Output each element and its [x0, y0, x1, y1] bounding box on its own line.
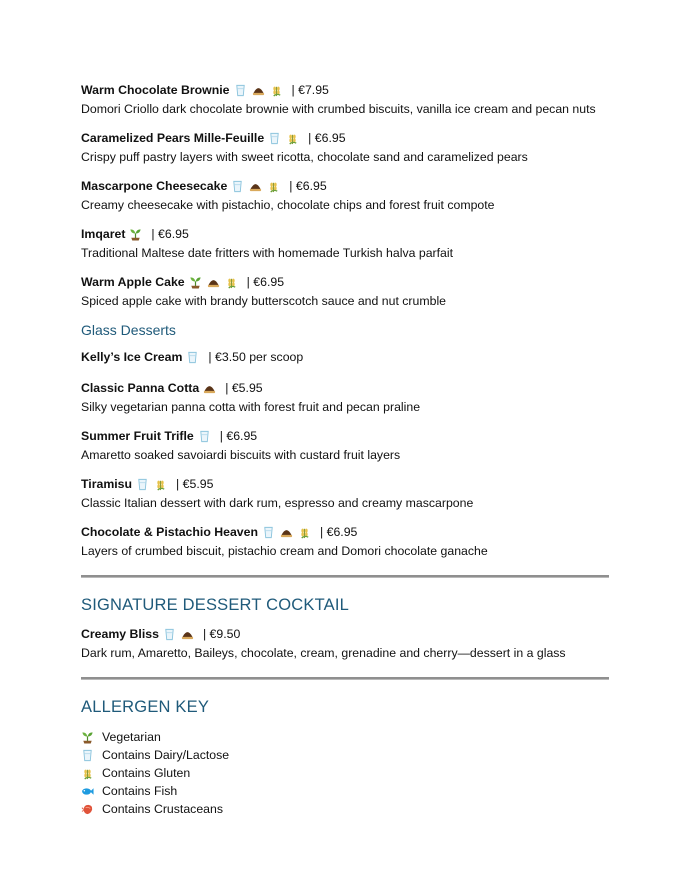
menu-item-name: Kelly’s Ice Cream — [81, 350, 183, 364]
chocolate-icon — [252, 84, 265, 97]
dairy-icon — [231, 180, 244, 193]
allergen-key-row — [81, 764, 609, 782]
allergen-key-label: Contains Dairy/Lactose — [102, 748, 230, 762]
menu-item-description: Classic Italian dessert with dark rum, espresso and creamy mascarpone — [81, 496, 474, 510]
glass-desserts-list — [81, 349, 609, 560]
allergen-key-list — [81, 728, 609, 818]
dairy-icon — [163, 628, 176, 641]
allergen-icons — [231, 180, 285, 197]
menu-item — [81, 226, 609, 262]
allergen-key-label: Vegetarian — [102, 730, 161, 744]
allergen-icons — [136, 478, 172, 495]
allergen-icons — [189, 276, 243, 293]
allergen-icons — [186, 351, 204, 368]
dessert-menu-page — [81, 82, 609, 818]
menu-item-description: Silky vegetarian panna cotta with forest fruit and pecan praline — [81, 400, 421, 414]
vegetarian-icon — [189, 276, 202, 289]
section-divider — [81, 575, 609, 578]
allergen-icons — [129, 228, 147, 245]
menu-item — [81, 178, 609, 214]
menu-item-price: | €6.95 — [246, 275, 285, 289]
allergen-key-row — [81, 728, 609, 746]
menu-item-title-line — [81, 524, 609, 543]
allergen-icons — [203, 382, 221, 399]
chocolate-icon — [181, 628, 194, 641]
chocolate-icon — [203, 382, 216, 395]
allergen-key-label: Contains Gluten — [102, 766, 191, 780]
menu-item-name: Warm Chocolate Brownie — [81, 83, 230, 97]
menu-item — [81, 380, 609, 416]
gluten-icon — [267, 180, 280, 193]
dairy-icon — [262, 526, 275, 539]
allergen-icons — [262, 526, 316, 543]
cocktail-list — [81, 626, 609, 662]
desserts-list — [81, 82, 609, 310]
menu-item-description: Amaretto soaked savoiardi biscuits with custard fruit layers — [81, 448, 401, 462]
menu-item — [81, 349, 609, 368]
menu-item-name: Summer Fruit Trifle — [81, 429, 194, 443]
dairy-icon — [198, 430, 211, 443]
dairy-icon — [81, 749, 94, 762]
menu-item-title-line — [81, 82, 609, 101]
menu-item-price: | €5.95 — [225, 381, 263, 395]
menu-item-description: Traditional Maltese date fritters with homemade Turkish halva parfait — [81, 246, 454, 260]
allergen-key-title: ALLERGEN KEY — [81, 698, 210, 716]
allergen-icons — [198, 430, 216, 447]
allergen-key-row — [81, 746, 609, 764]
menu-item-price: | €5.95 — [176, 477, 214, 491]
menu-item — [81, 82, 609, 118]
allergen-key-row — [81, 782, 609, 800]
menu-item-description: Crispy puff pastry layers with sweet ricotta, chocolate sand and caramelized pears — [81, 150, 528, 164]
menu-item-price: | €6.95 — [289, 179, 327, 193]
menu-item-price: | €7.95 — [291, 83, 329, 97]
gluten-icon — [81, 767, 94, 780]
menu-item — [81, 524, 609, 560]
menu-item-name: Imqaret — [81, 227, 126, 241]
allergen-key-row — [81, 800, 609, 818]
menu-item-description: Creamy cheesecake with pistachio, chocolate chips and forest fruit compote — [81, 198, 495, 212]
glass-desserts-title: Glass Desserts — [81, 322, 176, 338]
dairy-icon — [268, 132, 281, 145]
menu-item — [81, 476, 609, 512]
menu-item-description: Spiced apple cake with brandy butterscotch sauce and nut crumble — [81, 294, 447, 308]
menu-item-title-line — [81, 349, 609, 368]
menu-item-price: | €9.50 — [202, 627, 241, 641]
dairy-icon — [136, 478, 149, 491]
chocolate-icon — [207, 276, 220, 289]
menu-item — [81, 428, 609, 464]
menu-item-title-line — [81, 130, 609, 149]
section-divider — [81, 677, 609, 680]
chocolate-icon — [249, 180, 262, 193]
menu-item-name: Tiramisu — [81, 477, 133, 491]
menu-item-name: Classic Panna Cotta — [81, 381, 200, 395]
allergen-key-label: Contains Fish — [102, 784, 178, 798]
vegetarian-icon — [129, 228, 142, 241]
crustacean-icon — [81, 803, 94, 816]
gluten-icon — [225, 276, 238, 289]
menu-item-name: Creamy Bliss — [81, 627, 159, 641]
allergen-icons — [268, 132, 304, 149]
chocolate-icon — [280, 526, 293, 539]
menu-item-title-line — [81, 626, 609, 645]
gluten-icon — [298, 526, 311, 539]
allergen-icons — [163, 628, 199, 645]
dairy-icon — [186, 351, 199, 364]
menu-item-price: | €6.95 — [308, 131, 346, 145]
cocktail-section-title: SIGNATURE DESSERT COCKTAIL — [81, 596, 350, 614]
menu-item-price: | €6.95 — [151, 227, 189, 241]
menu-item-name: Mascarpone Cheesecake — [81, 179, 228, 193]
menu-item-name: Chocolate & Pistachio Heaven — [81, 525, 258, 539]
allergen-key-label: Contains Crustaceans — [102, 802, 223, 816]
menu-item-title-line — [81, 476, 609, 495]
menu-item-price: | €6.95 — [219, 429, 258, 443]
menu-item-price: | €3.50 per scoop — [208, 350, 304, 364]
menu-item-description: Domori Criollo dark chocolate brownie with crumbed biscuits, vanilla ice cream and pecan nuts — [81, 102, 596, 116]
fish-icon — [81, 785, 94, 798]
menu-item — [81, 274, 609, 310]
vegetarian-icon — [81, 731, 94, 744]
menu-item-title-line — [81, 274, 609, 293]
menu-item-title-line — [81, 178, 609, 197]
gluten-icon — [270, 84, 283, 97]
menu-item-title-line — [81, 380, 609, 399]
menu-item-description: Layers of crumbed biscuit, pistachio cream and Domori chocolate ganache — [81, 544, 488, 558]
allergen-icons — [234, 84, 288, 101]
menu-item — [81, 130, 609, 166]
menu-item-name: Caramelized Pears Mille-Feuille — [81, 131, 265, 145]
menu-item-description: Dark rum, Amaretto, Baileys, chocolate, cream, grenadine and cherry—dessert in a glass — [81, 646, 566, 660]
menu-item-title-line — [81, 226, 609, 245]
menu-item-price: | €6.95 — [320, 525, 358, 539]
dairy-icon — [234, 84, 247, 97]
menu-item — [81, 626, 609, 662]
menu-item-title-line — [81, 428, 609, 447]
gluten-icon — [154, 478, 167, 491]
gluten-icon — [286, 132, 299, 145]
menu-item-name: Warm Apple Cake — [81, 275, 185, 289]
